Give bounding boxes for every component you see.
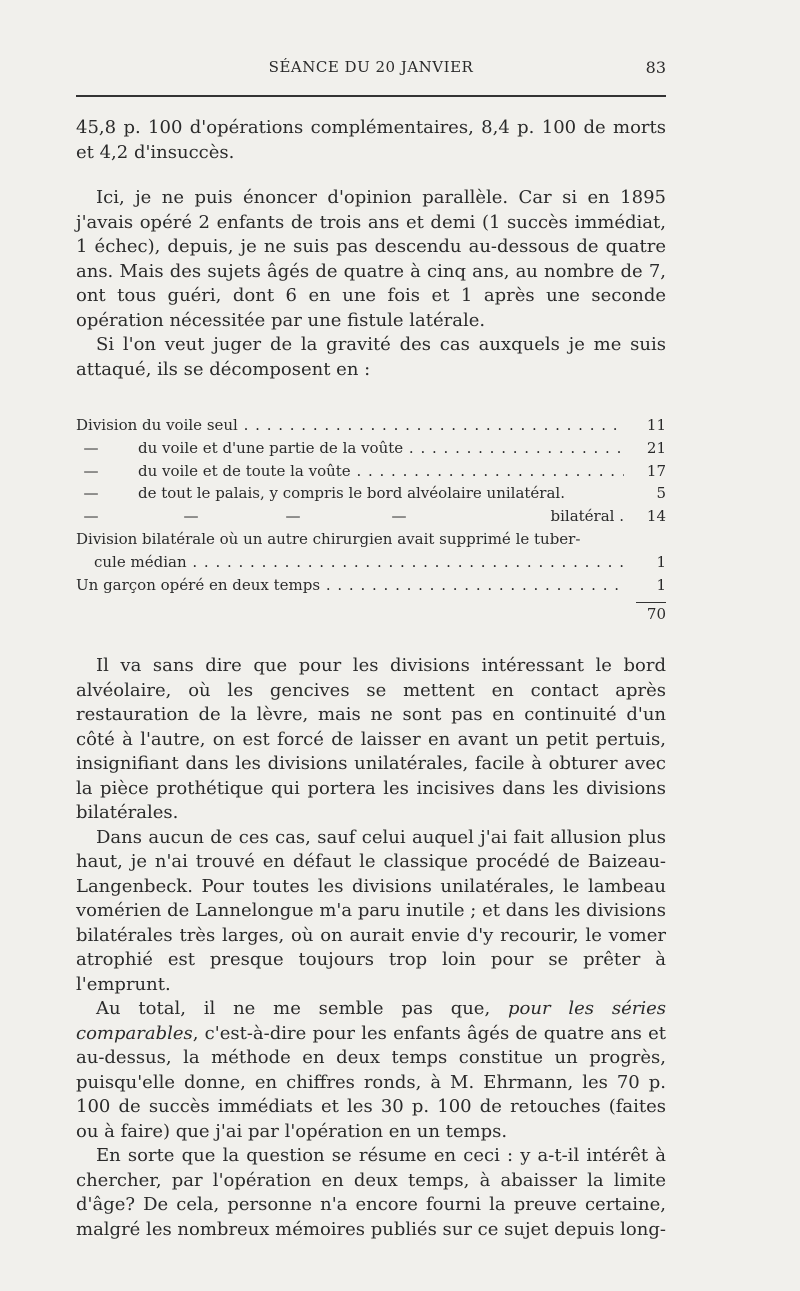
paragraph-6-italic: pour les séries comparables (76, 998, 666, 1044)
table-row (76, 437, 666, 460)
paragraph-5: Dans aucun de ces cas, sauf celui auquel j'ai fait allusion plus haut, je n'ai trouvé en défaut le classique procédé de Baizeau-Langenbeck. Pour toutes les divisions unilatérales, le lambeau vomérien de Lannelongue m'a paru inutile ; et dans les divisions bilatérales très larges, où on aurait envie d'y recourir, le vomer atrophié est presque toujours trop loin pour se prêter à l'emprunt. (76, 826, 666, 995)
table-row (76, 574, 666, 597)
paragraph-4: Il va sans dire que pour les divisions intéressant le bord alvéolaire, où les gencives se mettent en contact après restauration de la lèvre, mais ne sont pas en continuité d'un côté à l'autre, on est forcé de laisser en avant un petit pertuis, insignifiant dans les divisions unilatérales, facile à obturer avec la pièce prothétique qui portera les incisives dans les divisions bilatérales. (76, 655, 666, 823)
header-title: SÉANCE DU 20 JANVIER (268, 58, 474, 76)
table-total: 70 (646, 605, 666, 624)
row-value: 14 (624, 505, 666, 528)
ditto-dash: — (83, 484, 99, 503)
table-row (76, 482, 666, 505)
table-row (76, 505, 666, 528)
row-label: du voile et de toute la voûte (138, 461, 351, 480)
paragraph-6 (76, 997, 666, 1144)
ditto-dash: — (183, 507, 199, 526)
row-value: 11 (624, 414, 666, 437)
paragraph-7: En sorte que la question se résume en ceci : y a-t-il intérêt à chercher, par l'opération en deux temps, à abaisser la limite d'âge? De cela, personne n'a encore fourni la preuve certaine, malgré les nombreux mémoires publiés sur ce sujet depuis long- (76, 1145, 666, 1240)
row-label: bilatéral . (550, 507, 624, 526)
ditto-dash: — (391, 507, 407, 526)
row-value: 17 (624, 460, 666, 483)
ditto-dash: — (83, 461, 99, 480)
table-row (76, 551, 666, 574)
row-label: Division du voile seul . . . (76, 414, 624, 437)
ditto-dash: — (83, 507, 99, 526)
table-row (76, 414, 666, 437)
row-label: Un garçon opéré en deux temps . . . (76, 574, 624, 597)
paragraph-1-text: 45,8 p. 100 d'opérations complémentaires, 8,4 p. 100 de morts et 4,2 d'insuccès. (76, 117, 666, 163)
row-value: 1 (624, 551, 666, 574)
row-value: 5 (624, 482, 666, 505)
row-label-wrap (76, 460, 624, 483)
paragraph-2-block (76, 186, 666, 382)
ditto-dash: — (285, 507, 301, 526)
row-label: du voile et d'une partie de la voûte (138, 438, 404, 457)
page-number: 83 (645, 58, 666, 77)
table-row (76, 460, 666, 483)
row-value: 21 (624, 437, 666, 460)
ditto-dash: — (83, 438, 99, 457)
paragraph-2: Ici, je ne puis énoncer d'opinion parallèle. Car si en 1895 j'avais opéré 2 enfants de trois ans et demi (1 succès immédiat, 1 échec), depuis, je ne suis pas descendu au-dessous de quatre ans. Mais des sujets âgés de quatre à cinq ans, au nombre de 7, ont tous guéri, dont 6 en une fois et 1 après une seconde opération nécessitée par une fistule latérale. (76, 187, 666, 331)
table-row (76, 528, 666, 551)
row-label: de tout le palais, y compris le bord alvéolaire unilatéral. (138, 484, 565, 503)
paragraph-3: Si l'on veut juger de la gravité des cas auxquels je me suis attaqué, ils se décomposent en : (76, 334, 666, 380)
row-label-wrap (76, 482, 624, 505)
row-label: cule médian . . . (94, 551, 624, 574)
row-value: 1 (624, 574, 666, 597)
header-rule (76, 95, 666, 97)
paragraph-6-after: , c'est-à-dire pour les enfants âgés de quatre ans et au-dessus, la méthode en deux temps constitue un progrès, puisqu'elle donne, en chiffres ronds, à M. Ehrmann, les 70 p. 100 de succès immédiats et les 30 p. 100 de retouches (faites ou à faire) que j'ai par l'opération en un temps. (76, 1022, 666, 1142)
row-label-wrap (76, 505, 624, 528)
paragraph-6-before: Au total, il ne me semble pas que, (96, 998, 509, 1019)
paragraph-1 (76, 116, 666, 165)
paragraph-block-lower (76, 654, 666, 1242)
row-label-wrap (76, 437, 624, 460)
case-table (76, 414, 666, 626)
row-label: Division bilatérale où un autre chirurgien avait supprimé le tuber- (76, 529, 581, 548)
running-header (76, 58, 666, 82)
